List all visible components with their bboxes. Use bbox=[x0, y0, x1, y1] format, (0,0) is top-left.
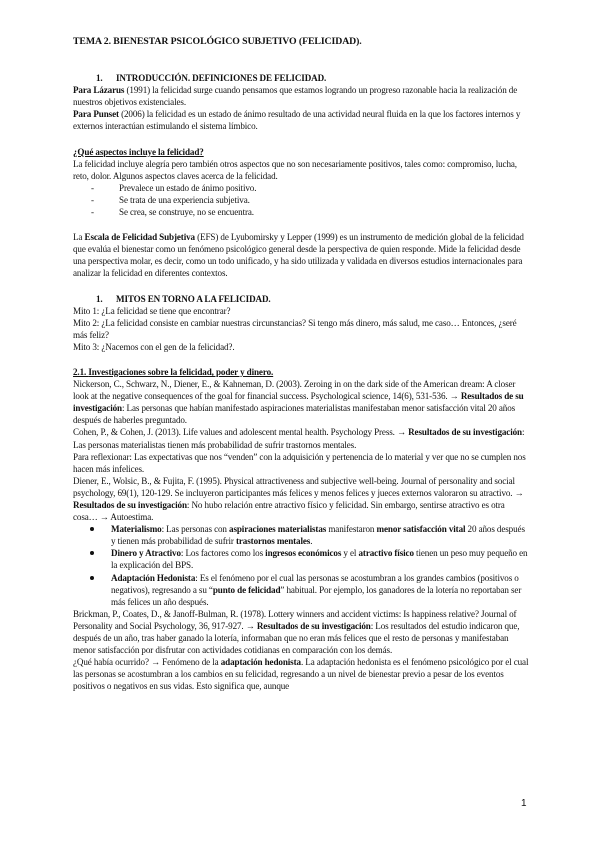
bullet-dot-icon bbox=[90, 551, 94, 555]
section-title: INTRODUCCIÓN. DEFINICIONES DE FELICIDAD. bbox=[116, 73, 327, 84]
mito-1: Mito 1: ¿La felicidad se tiene que encontrar? bbox=[73, 305, 231, 316]
section-heading-mitos bbox=[96, 293, 531, 305]
section-number: 1. bbox=[96, 73, 103, 84]
paragraph-lazarus: Para Lázarus (1991) la felicidad surge cuando pensamos que estamos logrando un progreso razonable hacia la realización de nuestros objetivos existenciales. bbox=[73, 85, 518, 108]
paragraph-reflexionar: Para reflexionar: Las expectativas que nos “venden” con la adquisición y pertenencia de lo material y ver que no se cumplen nos hacen más infelices. bbox=[73, 451, 526, 474]
paragraph-efs: La Escala de Felicidad Subjetiva (EFS) de Lyubomirsky y Lepper (1999) es un instrumento de medición global de la felicidad que evalúa el bienestar como un fenómeno psicológico general desde la perspectiva de quien responde. Mide la felicidad desde una perspectiva molar, es decir, como un todo unificado, y ha sido utilizada y validada en diversos estudios internacionales para analizar la felicidad en diferentes contextos. bbox=[73, 232, 524, 279]
paragraph-brickman: Brickman, P., Coates, D., & Janoff-Bulman, R. (1978). Lottery winners and accident victims: Is happiness relative? Journal of Personality and Social Psychology, 36, 917-927. → Resultados de su investigación: Los resultados del estudio indicaron que, después de un año, tras haber ganado la lotería, informaban que no eran más felices que el resto de personas y manifestaban menor satisfacción por disfrutar con actividades cotidianas en comparación con los demás. bbox=[73, 608, 520, 656]
subsection-heading-investigaciones: 2.1. Investigaciones sobre la felicidad, poder y dinero. bbox=[73, 366, 274, 377]
paragraph-closing: ¿Qué había ocurrido? → Fenómeno de la adaptación hedonista. La adaptación hedonista es el fenómeno psicológico por el cual las personas se acostumbran a los cambios en su felicidad, regresando a un nivel de bienestar previo a pesar de los eventos positivos o negativos en sus vidas. Esto significa que, aunque bbox=[73, 657, 529, 692]
bullet-materialismo: Materialismo: Las personas con aspiraciones materialistas manifestaron menor satisfacción vital 20 años después y tienen más probabilidad de sufrir trastornos mentales. bbox=[73, 523, 531, 547]
mito-3: Mito 3: ¿Nacemos con el gen de la felicidad?. bbox=[73, 341, 235, 352]
paragraph-diener: Diener, E., Wolsic, B., & Fujita, F. (1995). Physical attractiveness and subjective well-being. Journal of personality and social psychology, 69(1), 120-129. Se incluyeron participantes más felices y menos felices y jueces externos valoraron su atractivo. → Resultados de su investigación: No hubo relación entre atractivo físico y felicidad. Sin embargo, sentirse atractivo es otra cosa… → Autoestima. bbox=[73, 475, 524, 523]
aspects-list bbox=[73, 182, 531, 218]
page-number: 1 bbox=[521, 798, 527, 809]
bullet-dot-icon bbox=[90, 576, 94, 580]
document-title: TEMA 2. BIENESTAR PSICOLÓGICO SUBJETIVO (FELICIDAD). bbox=[73, 36, 362, 47]
paragraph-punset: Para Punset (2006) la felicidad es un estado de ánimo resultado de una actividad neural fluida en la que los factores internos y externos interactúan estimulando el sistema límbico. bbox=[73, 109, 521, 132]
paragraph-aspects: La felicidad incluye alegría pero también otros aspectos que no son necesariamente positivos, tales como: compromiso, lucha, reto, dolor. Algunos aspectos claves acerca de la felicidad. bbox=[73, 158, 517, 181]
bullet-dinero-atractivo: Dinero y Atractivo: Los factores como los ingresos económicos y el atractivo físico tienen un peso muy pequeño en la explicación del BPS. bbox=[73, 547, 531, 571]
section-number: 1. bbox=[96, 293, 103, 304]
summary-bullet-list bbox=[73, 523, 531, 608]
paragraph-nickerson: Nickerson, C., Schwarz, N., Diener, E., & Kahneman, D. (2003). Zeroing in on the dark side of the American dream: A closer look at the negative consequences of the goal for financial success. Psychological science, 14(6), 531-536. → Resultados de su investigación: Las personas que habían manifestado aspiraciones materialistas manifestaban menor satisfacción vital 20 años después de haberles preguntado. bbox=[73, 379, 524, 426]
question-aspects: ¿Qué aspectos incluye la felicidad? bbox=[73, 146, 204, 157]
page-content bbox=[73, 36, 531, 693]
list-item: - Se crea, se construye, no se encuentra. bbox=[73, 206, 531, 218]
section-heading-introduccion bbox=[96, 72, 531, 84]
bullet-dot-icon bbox=[90, 527, 94, 531]
author-punset: Para Punset bbox=[73, 109, 119, 120]
bullet-adaptacion-hedonista: Adaptación Hedonista: Es el fenómeno por el cual las personas se acostumbran a los grandes cambios (positivos o negativos), regresando a su “punto de felicidad” habitual. Por ejemplo, los ganadores de la lotería no reportaban ser más felices un año después. bbox=[73, 572, 531, 608]
list-item: - Se trata de una experiencia subjetiva. bbox=[73, 194, 531, 206]
list-item: - Prevalece un estado de ánimo positivo. bbox=[73, 182, 531, 194]
section-title: MITOS EN TORNO A LA FELICIDAD. bbox=[116, 293, 271, 304]
paragraph-cohen: Cohen, P., & Cohen, J. (2013). Life values and adolescent mental health. Psychology Press. → Resultados de su investigación: Las personas materialistas tienen más probabilidad de sufrir trastornos mentales. bbox=[73, 427, 525, 450]
author-lazarus: Para Lázarus bbox=[73, 85, 125, 96]
mito-2: Mito 2: ¿La felicidad consiste en cambiar nuestras circunstancias? Si tengo más dinero, más salud, me caso… Entonces, ¿seré más feliz? bbox=[73, 317, 517, 340]
